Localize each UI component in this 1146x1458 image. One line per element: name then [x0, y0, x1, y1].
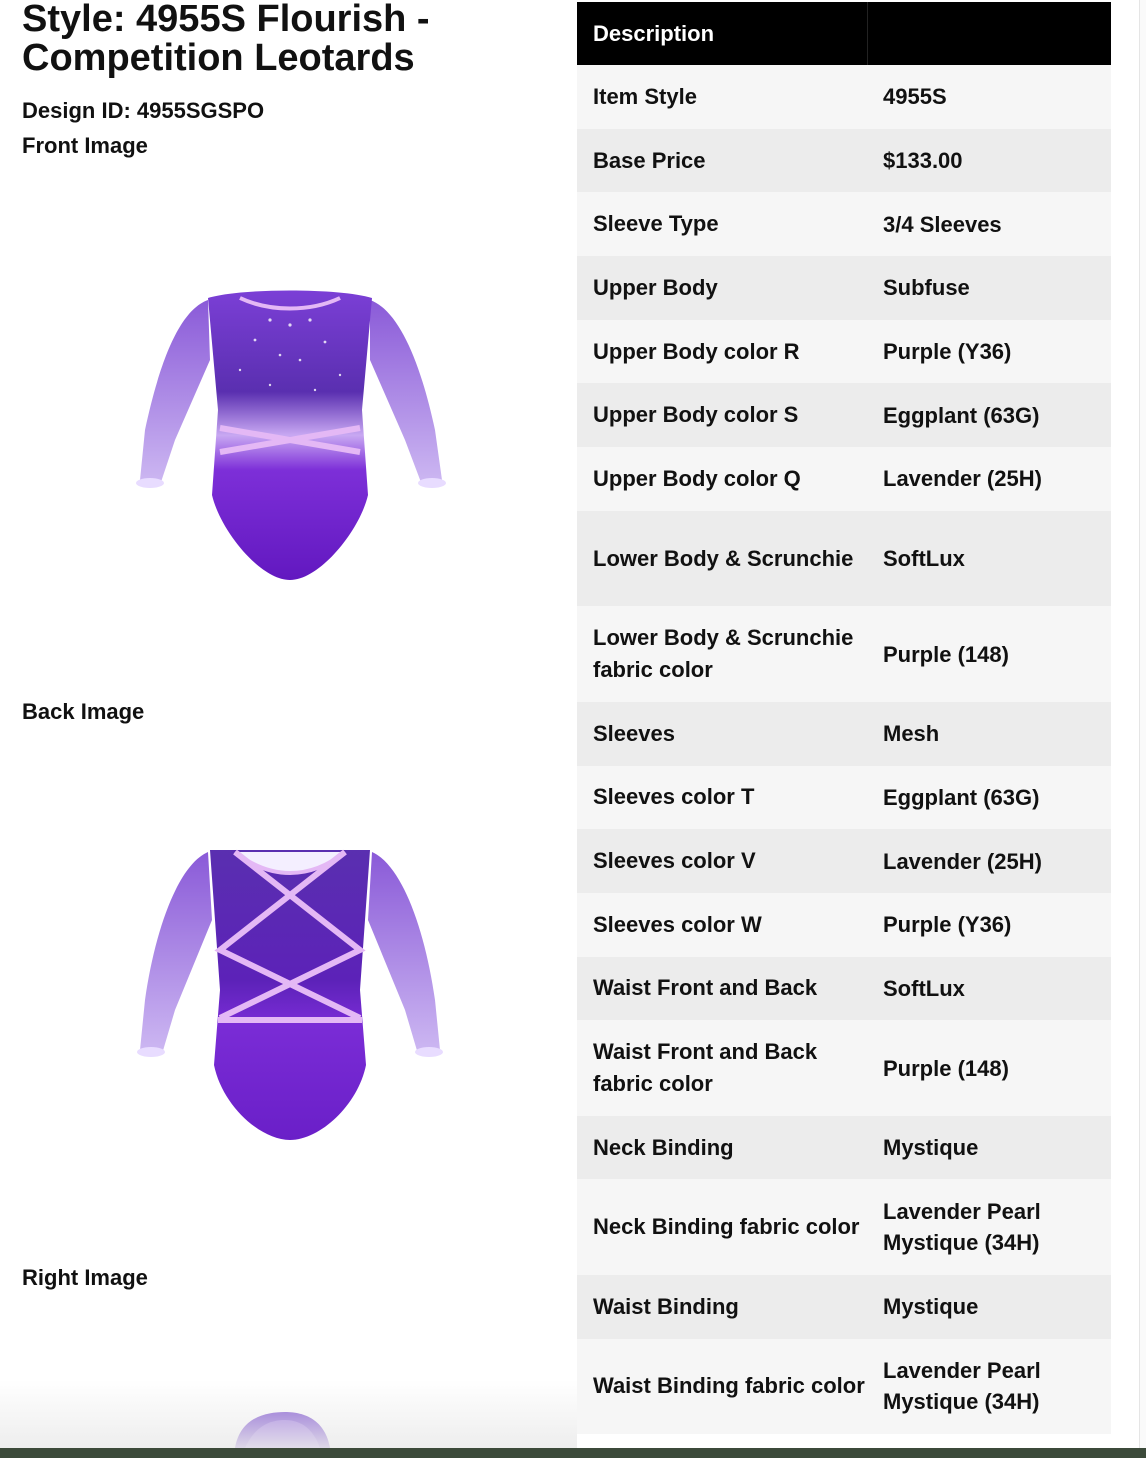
row-key: Waist Front and Back fabric color — [593, 1039, 818, 1096]
row-value: 3/4 Sleeves — [883, 211, 1002, 237]
description-table — [577, 2, 1111, 1434]
table-row — [577, 447, 1111, 511]
row-value: Subfuse — [883, 275, 970, 301]
row-key: Neck Binding fabric color — [593, 1214, 860, 1240]
table-row — [577, 129, 1111, 193]
front-leotard-image — [120, 280, 460, 600]
row-value: Eggplant (63G) — [883, 402, 1040, 428]
row-value: Mystique — [883, 1135, 979, 1161]
table-row — [577, 1275, 1111, 1339]
row-value: Eggplant (63G) — [883, 784, 1040, 810]
table-row — [577, 320, 1111, 384]
row-key: Waist Front and Back — [593, 975, 818, 1001]
table-row — [577, 702, 1111, 766]
leotard-body — [208, 291, 372, 581]
table-row — [577, 1179, 1111, 1275]
row-value: SoftLux — [883, 546, 965, 572]
right-leotard-image — [225, 1408, 345, 1448]
row-key: Waist Binding — [593, 1293, 739, 1319]
row-value: Lavender Pearl Mystique (34H) — [883, 1358, 1041, 1415]
back-image-label: Back Image — [22, 699, 145, 724]
table-row — [577, 383, 1111, 447]
table-row — [577, 606, 1111, 702]
row-key: Base Price — [593, 147, 706, 173]
right-sleeve — [368, 852, 440, 1054]
row-value: Purple (Y36) — [883, 912, 1012, 938]
row-value: Mystique — [883, 1294, 979, 1320]
design-id: Design ID: 4955SGSPO — [22, 98, 265, 123]
row-value: 4955S — [883, 84, 947, 110]
table-row — [577, 957, 1111, 1021]
row-value: Purple (Y36) — [883, 339, 1012, 365]
table-row — [577, 256, 1111, 320]
row-key: Waist Binding fabric color — [593, 1373, 865, 1399]
row-key: Upper Body color S — [593, 402, 799, 428]
row-value: Lavender Pearl Mystique (34H) — [883, 1199, 1041, 1256]
row-key: Sleeves color V — [593, 848, 756, 874]
row-key: Sleeves color W — [593, 911, 762, 937]
table-row — [577, 192, 1111, 256]
row-key: Upper Body — [593, 274, 718, 300]
front-image-label: Front Image — [22, 133, 148, 158]
window-bottom-bar — [0, 1448, 1146, 1458]
row-key: Lower Body & Scrunchie — [593, 545, 854, 571]
row-key: Sleeves color T — [593, 784, 755, 810]
right-sleeve — [370, 300, 442, 485]
table-row — [577, 829, 1111, 893]
scrollbar-edge[interactable] — [1139, 0, 1146, 1458]
table-row — [577, 511, 1111, 607]
row-value: Mesh — [883, 721, 940, 747]
table-body — [577, 65, 1111, 1434]
back-leotard-image — [120, 840, 460, 1160]
table-row — [577, 65, 1111, 129]
row-key: Upper Body color Q — [593, 465, 801, 491]
row-value: Purple (148) — [883, 641, 1009, 667]
table-row — [577, 766, 1111, 830]
row-key: Sleeve Type — [593, 211, 719, 237]
left-sleeve — [140, 300, 210, 485]
product-images-panel — [0, 0, 560, 1458]
row-value: Purple (148) — [883, 1055, 1009, 1081]
page-title: Style: 4955S Flourish - Competition Leotards — [22, 0, 430, 79]
row-value: Lavender (25H) — [883, 466, 1042, 492]
row-key: Item Style — [593, 83, 697, 109]
row-key: Upper Body color R — [593, 338, 800, 364]
table-header-label: Description — [593, 20, 715, 46]
row-key: Sleeves — [593, 720, 675, 746]
row-value: SoftLux — [883, 975, 965, 1001]
row-key: Neck Binding — [593, 1134, 734, 1160]
table-row — [577, 1020, 1111, 1116]
row-value: Lavender (25H) — [883, 848, 1042, 874]
table-header — [577, 2, 1111, 65]
right-image-label: Right Image — [22, 1265, 148, 1290]
table-header-empty — [867, 2, 1111, 65]
row-value: $133.00 — [883, 148, 963, 174]
left-sleeve — [140, 852, 212, 1054]
table-row — [577, 893, 1111, 957]
row-key: Lower Body & Scrunchie fabric color — [593, 625, 854, 683]
table-row — [577, 1339, 1111, 1435]
table-row — [577, 1116, 1111, 1180]
